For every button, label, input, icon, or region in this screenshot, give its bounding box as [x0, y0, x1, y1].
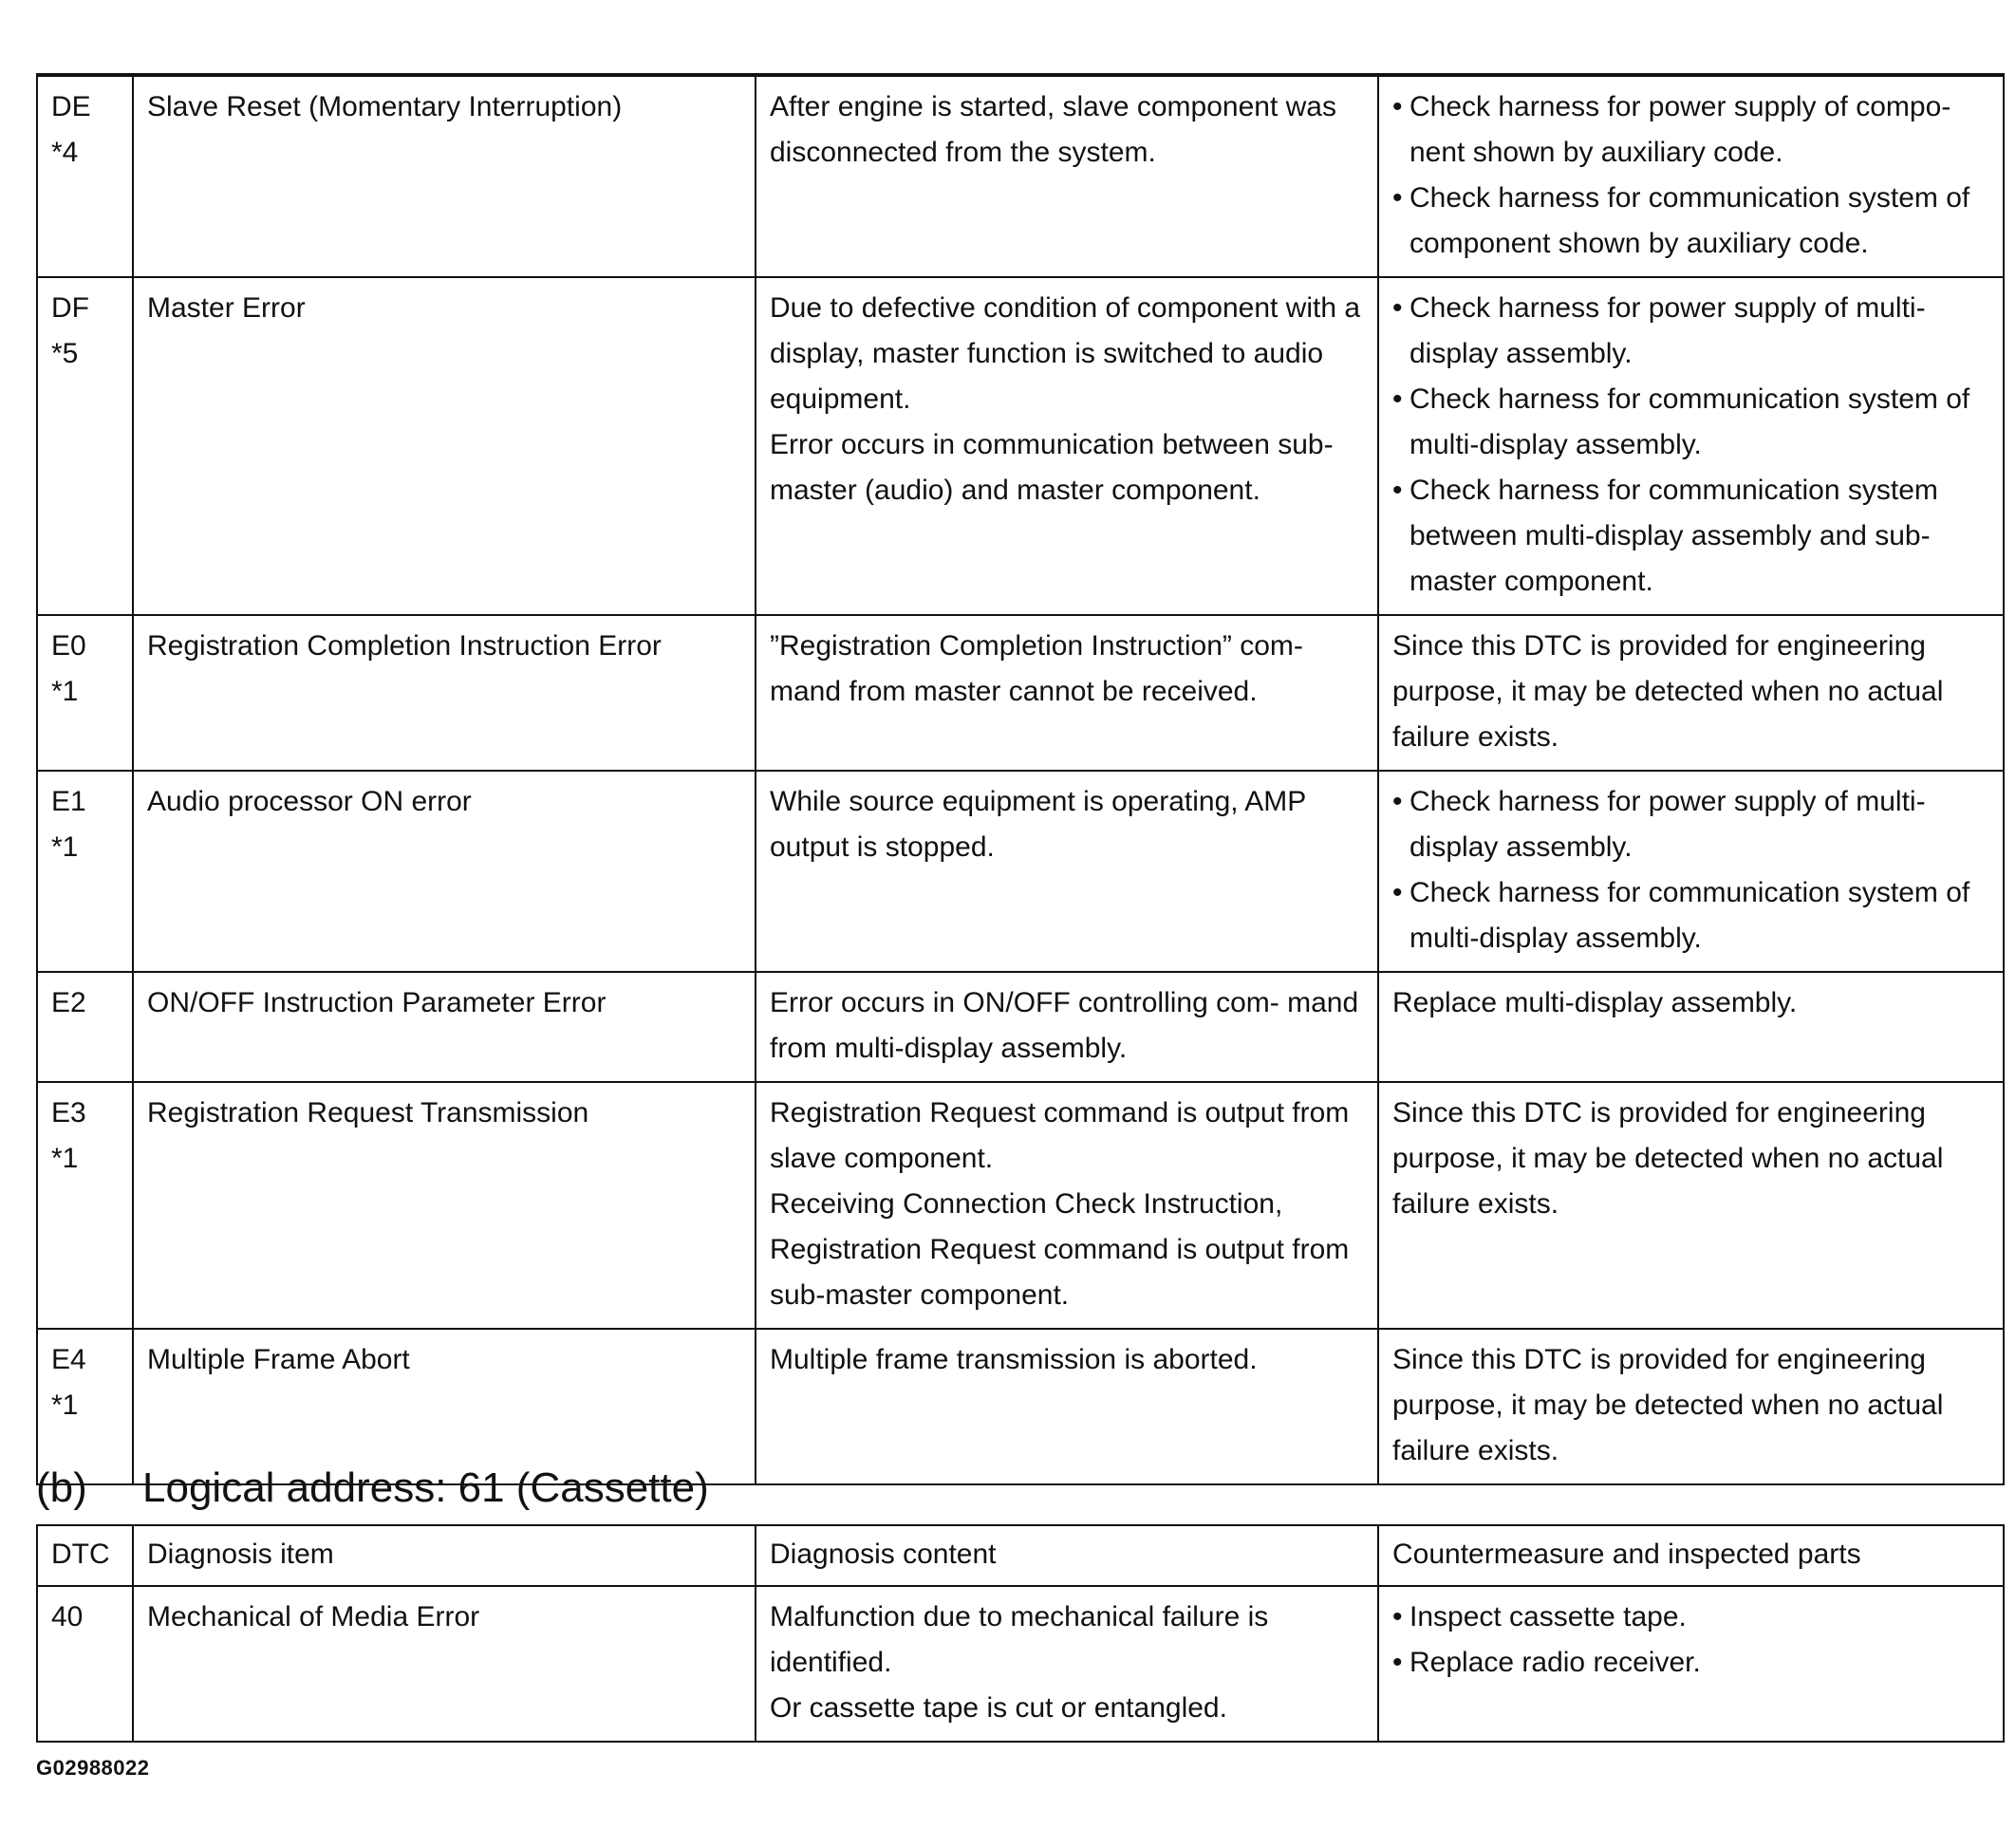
- table-row: [37, 972, 2004, 1082]
- table-row: [37, 615, 2004, 771]
- countermeasure-list: [1392, 779, 1991, 961]
- countermeasure: Replace multi-display assembly.: [1378, 972, 2004, 1082]
- column-header-diagnosis-item: Diagnosis item: [133, 1525, 756, 1586]
- countermeasure: Since this DTC is provided for engineering purpose, it may be detected when no actual failure exists.: [1378, 1082, 2004, 1329]
- diagnosis-content: After engine is started, slave component was disconnected from the system.: [756, 75, 1378, 277]
- dtc-code: 40: [37, 1586, 133, 1742]
- diagnosis-item: Registration Request Transmission: [133, 1082, 756, 1329]
- diagnosis-item: ON/OFF Instruction Parameter Error: [133, 972, 756, 1082]
- list-item: • Check harness for power supply of multi- display assembly.: [1392, 779, 1991, 870]
- diagnosis-item: Mechanical of Media Error: [133, 1586, 756, 1742]
- list-item: • Check harness for power supply of multi- display assembly.: [1392, 286, 1991, 377]
- dtc-note: *1: [51, 1143, 79, 1174]
- dtc-code: E0: [51, 630, 86, 662]
- diagnosis-content: Due to defective condition of component with a display, master function is switched to audio equipment. Error occurs in communication between sub-master (audio) and master component.: [756, 277, 1378, 615]
- countermeasure-list: [1392, 84, 1991, 267]
- section-label: (b): [36, 1464, 87, 1511]
- dtc-code-cell: [37, 771, 133, 972]
- diagnosis-content: Error occurs in ON/OFF controlling com- mand from multi-display assembly.: [756, 972, 1378, 1082]
- dtc-note: *5: [51, 338, 79, 369]
- table-row: [37, 75, 2004, 277]
- countermeasure-list: [1392, 1595, 1991, 1686]
- diagnosis-content: Registration Request command is output from slave component. Receiving Connection Check Instruction, Registration Request command is output from sub-master component.: [756, 1082, 1378, 1329]
- figure-id: G02988022: [36, 1756, 150, 1780]
- dtc-code: DF: [51, 292, 89, 324]
- diagnosis-content: ”Registration Completion Instruction” com- mand from master cannot be received.: [756, 615, 1378, 771]
- table-header-row: [37, 1525, 2004, 1586]
- dtc-code-cell: [37, 75, 133, 277]
- list-item: • Inspect cassette tape.: [1392, 1595, 1991, 1640]
- dtc-code: DE: [51, 91, 91, 122]
- column-header-diagnosis-content: Diagnosis content: [756, 1525, 1378, 1586]
- countermeasure-list: [1392, 286, 1991, 605]
- diagnosis-content: Malfunction due to mechanical failure is identified. Or cassette tape is cut or entangled.: [756, 1586, 1378, 1742]
- countermeasure: Since this DTC is provided for engineering purpose, it may be detected when no actual failure exists.: [1378, 1329, 2004, 1484]
- list-item: • Check harness for communication system between multi-display assembly and sub- master component.: [1392, 468, 1991, 605]
- dtc-note: *1: [51, 676, 79, 707]
- diagnosis-content: While source equipment is operating, AMP output is stopped.: [756, 771, 1378, 972]
- table-row: [37, 277, 2004, 615]
- table-row: [37, 1082, 2004, 1329]
- dtc-table-logical-address-61: [36, 1524, 2005, 1743]
- list-item: • Check harness for communication system of multi-display assembly.: [1392, 377, 1991, 468]
- countermeasure: Since this DTC is provided for engineering purpose, it may be detected when no actual failure exists.: [1378, 615, 2004, 771]
- table-row: [37, 1586, 2004, 1742]
- list-item: • Check harness for power supply of compo- nent shown by auxiliary code.: [1392, 84, 1991, 176]
- diagnosis-content: Multiple frame transmission is aborted.: [756, 1329, 1378, 1484]
- countermeasure: [1378, 277, 2004, 615]
- dtc-code: E4: [51, 1344, 86, 1375]
- dtc-table-logical-address-60: [36, 73, 2005, 1485]
- countermeasure: [1378, 75, 2004, 277]
- dtc-note: *4: [51, 137, 79, 168]
- list-item: • Check harness for communication system of component shown by auxiliary code.: [1392, 176, 1991, 267]
- dtc-code-cell: [37, 615, 133, 771]
- dtc-code-cell: [37, 277, 133, 615]
- countermeasure: [1378, 771, 2004, 972]
- dtc-code: E1: [51, 786, 86, 817]
- column-header-countermeasure: Countermeasure and inspected parts: [1378, 1525, 2004, 1586]
- table-row: [37, 771, 2004, 972]
- section-heading: [36, 1460, 709, 1517]
- diagnosis-item: Master Error: [133, 277, 756, 615]
- dtc-code: E3: [51, 1097, 86, 1129]
- dtc-code-cell: [37, 1082, 133, 1329]
- diagnosis-item: Registration Completion Instruction Error: [133, 615, 756, 771]
- dtc-note: *1: [51, 831, 79, 863]
- diagnosis-item: Multiple Frame Abort: [133, 1329, 756, 1484]
- dtc-note: *1: [51, 1390, 79, 1421]
- countermeasure: [1378, 1586, 2004, 1742]
- list-item: • Replace radio receiver.: [1392, 1640, 1991, 1686]
- diagnosis-item: Slave Reset (Momentary Interruption): [133, 75, 756, 277]
- dtc-code-cell: [37, 972, 133, 1082]
- list-item: • Check harness for communication system of multi-display assembly.: [1392, 870, 1991, 961]
- diagnosis-item: Audio processor ON error: [133, 771, 756, 972]
- section-title: Logical address: 61 (Cassette): [142, 1464, 709, 1511]
- column-header-dtc: DTC: [37, 1525, 133, 1586]
- dtc-code: E2: [51, 987, 86, 1018]
